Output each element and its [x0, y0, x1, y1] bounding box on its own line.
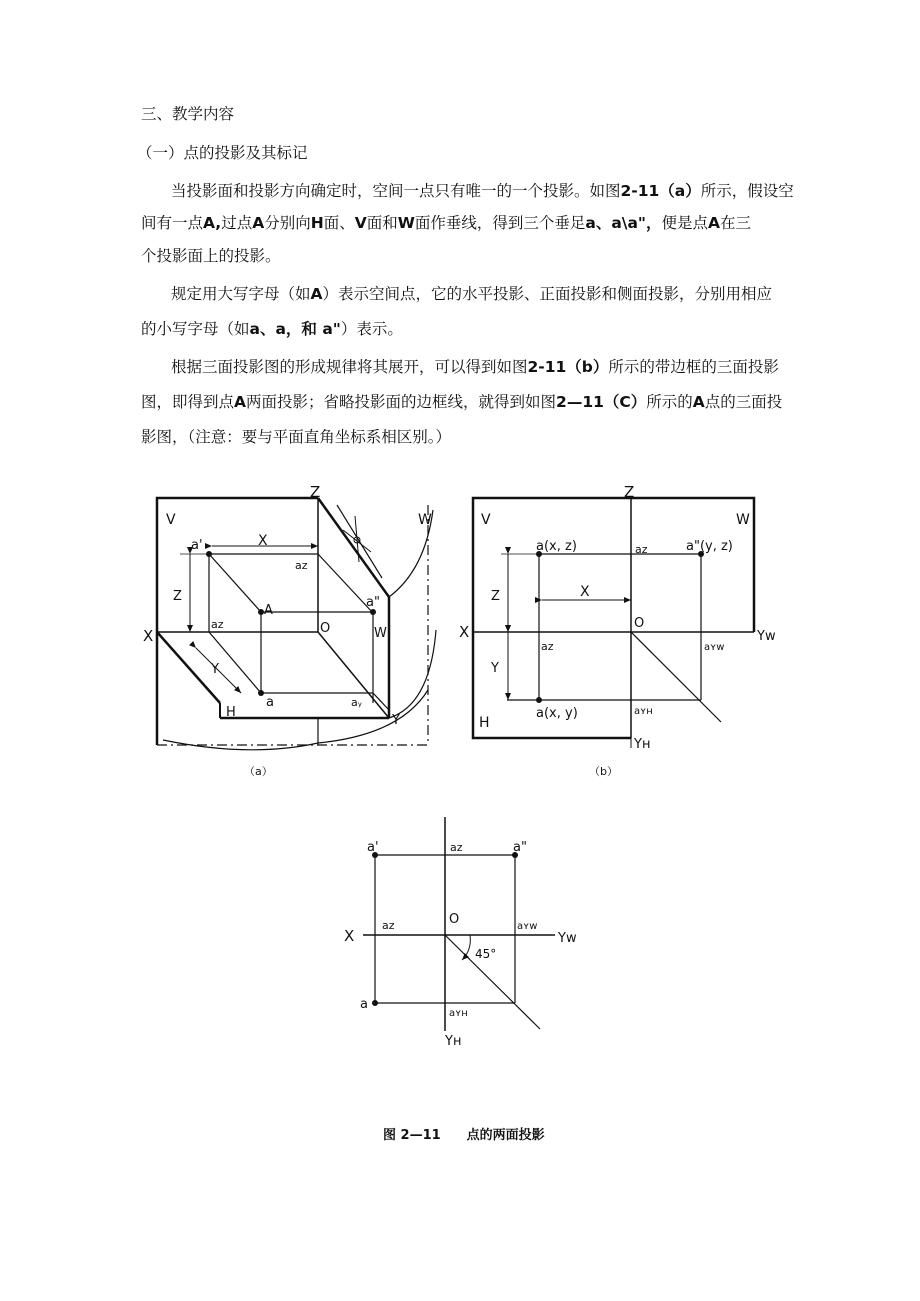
svg-text:aʏʜ: aʏʜ: [449, 1008, 468, 1019]
svg-text:Yʜ: Yʜ: [634, 737, 651, 752]
svg-text:Yʜ: Yʜ: [445, 1034, 462, 1049]
svg-text:Y: Y: [491, 661, 499, 676]
para3-line2: 图，即得到点A两面投影；省略投影面的边框线，就得到如图2—11（C）所示的A点的三面投: [141, 393, 783, 411]
figure-c-labels: [344, 840, 577, 1049]
svg-text:V: V: [166, 512, 176, 528]
svg-text:X: X: [580, 584, 590, 600]
svg-text:a(x, z): a(x, z): [536, 539, 577, 554]
svg-text:aᴢ: aᴢ: [635, 543, 648, 556]
svg-text:X: X: [459, 623, 470, 641]
svg-text:Z: Z: [624, 483, 635, 501]
para2-line2: 的小写字母（如a、a，和 a"）表示。: [141, 320, 403, 338]
svg-text:aᴢ: aᴢ: [295, 559, 308, 572]
figure-b: [473, 498, 754, 748]
figure-a-points: [206, 551, 376, 696]
svg-text:a': a': [191, 538, 203, 553]
svg-text:O: O: [320, 621, 331, 636]
para1-line2: 间有一点A,过点A分别向H面、V面和W面作垂线，得到三个垂足a、a\a"，便是点A在三: [141, 214, 752, 232]
svg-text:aʏᴡ: aʏᴡ: [517, 921, 538, 932]
section-heading: 三、教学内容: [141, 105, 235, 123]
svg-text:45°: 45°: [475, 947, 497, 961]
svg-text:O: O: [634, 616, 645, 631]
svg-text:Yᴡ: Yᴡ: [558, 931, 577, 946]
svg-text:aᴢ: aᴢ: [382, 919, 395, 932]
svg-text:（a）: （a）: [244, 765, 273, 778]
svg-text:W: W: [374, 626, 387, 641]
svg-text:a': a': [367, 840, 379, 855]
svg-text:H: H: [226, 705, 236, 720]
svg-text:Z: Z: [491, 589, 500, 604]
svg-text:W: W: [418, 512, 432, 528]
svg-text:Y: Y: [392, 713, 400, 728]
svg-text:aᴢ: aᴢ: [211, 618, 224, 631]
subsection-heading: （一）点的投影及其标记: [137, 144, 308, 162]
svg-text:a: a: [360, 997, 368, 1012]
svg-text:a: a: [266, 695, 274, 710]
svg-text:X: X: [344, 927, 355, 945]
para1-line3: 个投影面上的投影。: [141, 247, 281, 265]
para3-line1: 根据三面投影图的形成规律将其展开，可以得到如图2-11（b）所示的带边框的三面投影: [171, 358, 779, 376]
svg-text:Yᴡ: Yᴡ: [757, 629, 776, 644]
svg-text:aᵧ: aᵧ: [351, 696, 362, 709]
svg-text:a(x, y): a(x, y): [536, 706, 578, 721]
svg-text:a"(y, z): a"(y, z): [686, 539, 733, 554]
svg-text:V: V: [481, 512, 491, 528]
svg-text:Y: Y: [211, 662, 219, 677]
svg-text:Z: Z: [173, 589, 182, 604]
para3-line3: 影图，（注意：要与平面直角坐标系相区别。）: [141, 428, 452, 446]
svg-text:aᴢ: aᴢ: [450, 841, 463, 854]
figure-caption: 图 2—11 点的两面投影: [383, 1128, 545, 1143]
svg-text:H: H: [479, 715, 490, 731]
svg-text:X: X: [258, 533, 268, 549]
svg-text:aᴢ: aᴢ: [541, 640, 554, 653]
para2-line1: 规定用大写字母（如A）表示空间点，它的水平投影、正面投影和侧面投影，分别用相应: [171, 285, 773, 303]
svg-text:W: W: [736, 512, 750, 528]
svg-text:a": a": [366, 595, 380, 610]
svg-text:aʏʜ: aʏʜ: [634, 706, 653, 717]
svg-text:（b）: （b）: [589, 765, 618, 778]
svg-text:a": a": [513, 840, 527, 855]
svg-text:aʏᴡ: aʏᴡ: [704, 642, 725, 653]
svg-text:X: X: [143, 627, 154, 645]
svg-text:O: O: [449, 912, 460, 927]
svg-text:Z: Z: [310, 483, 321, 501]
svg-text:A: A: [264, 603, 273, 618]
para1-line1: 当投影面和投影方向确定时，空间一点只有唯一的一个投影。如图2-11（a）所示，假设空: [171, 182, 794, 200]
figure-b-labels: [459, 483, 776, 778]
